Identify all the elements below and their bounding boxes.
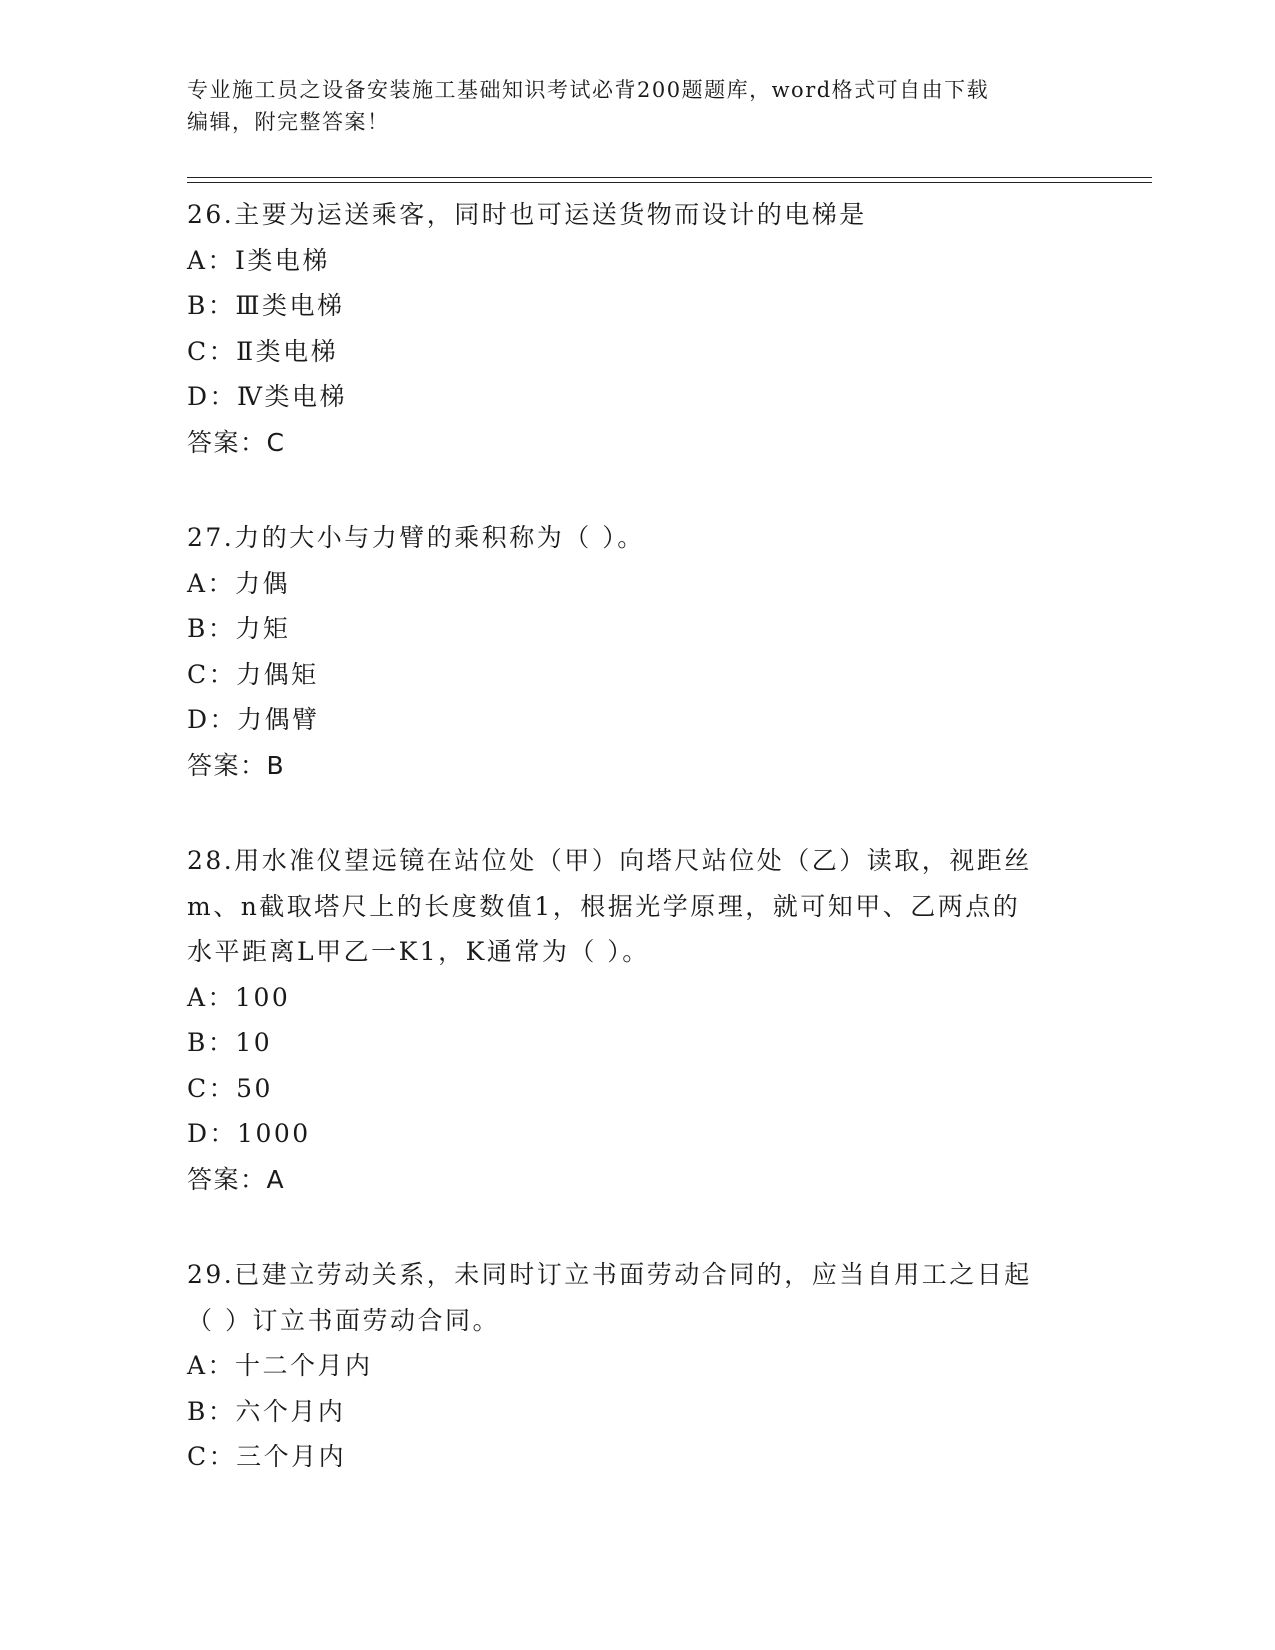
option-c: C：Ⅱ类电梯: [187, 336, 339, 366]
option-a: A：力偶: [187, 568, 291, 598]
answer-line: 答案：A: [187, 1164, 286, 1194]
question-stem: 26.主要为运送乘客，同时也可运送货物而设计的电梯是: [187, 200, 867, 229]
question-spacer: [187, 1202, 1087, 1252]
option-b: B：六个月内: [187, 1396, 346, 1426]
option-a: A：十二个月内: [187, 1351, 373, 1380]
question-block: [187, 192, 1087, 465]
answer-line: 答案：C: [187, 427, 286, 457]
option-b: B：10: [187, 1028, 273, 1057]
question-stem: 28.用水准仪望远镜在站位处（甲）向塔尺站位处（乙）读取，视距丝: [187, 846, 1032, 875]
header-divider-top: [187, 177, 1152, 178]
document-header: [187, 74, 1087, 138]
question-stem-continued: m、n截取塔尺上的长度数值1，根据光学原理，就可知甲、乙两点的: [187, 891, 1021, 921]
question-block: [187, 838, 1087, 1202]
header-line-1: 专业施工员之设备安装施工基础知识考试必背200题题库，word格式可自由下载: [187, 78, 990, 102]
header-divider-bottom: [187, 182, 1152, 183]
question-stem: 29.已建立劳动关系，未同时订立书面劳动合同的，应当自用工之日起: [187, 1260, 1032, 1289]
option-d: D：Ⅳ类电梯: [187, 382, 348, 411]
question-list: [187, 192, 1087, 1480]
question-block: [187, 1252, 1087, 1480]
header-line-2: 编辑，附完整答案！: [187, 110, 390, 134]
option-b: B：Ⅲ类电梯: [187, 291, 345, 320]
question-stem-continued: （ ）订立书面劳动合同。: [187, 1305, 500, 1335]
question-block: [187, 515, 1087, 788]
answer-line: 答案：B: [187, 750, 286, 780]
option-a: A：Ⅰ类电梯: [187, 245, 330, 275]
question-spacer: [187, 465, 1087, 515]
option-d: D：1000: [187, 1119, 311, 1148]
question-stem: 27.力的大小与力臂的乘积称为（ ）。: [187, 523, 645, 552]
question-spacer: [187, 788, 1087, 838]
option-c: C：三个月内: [187, 1442, 347, 1471]
question-stem-continued: 水平距离L甲乙一K1，K通常为（ ）。: [187, 937, 650, 966]
option-c: C：50: [187, 1073, 273, 1103]
option-b: B：力矩: [187, 614, 291, 643]
option-a: A：100: [187, 982, 291, 1012]
option-d: D：力偶臂: [187, 705, 320, 734]
option-c: C：力偶矩: [187, 659, 319, 689]
